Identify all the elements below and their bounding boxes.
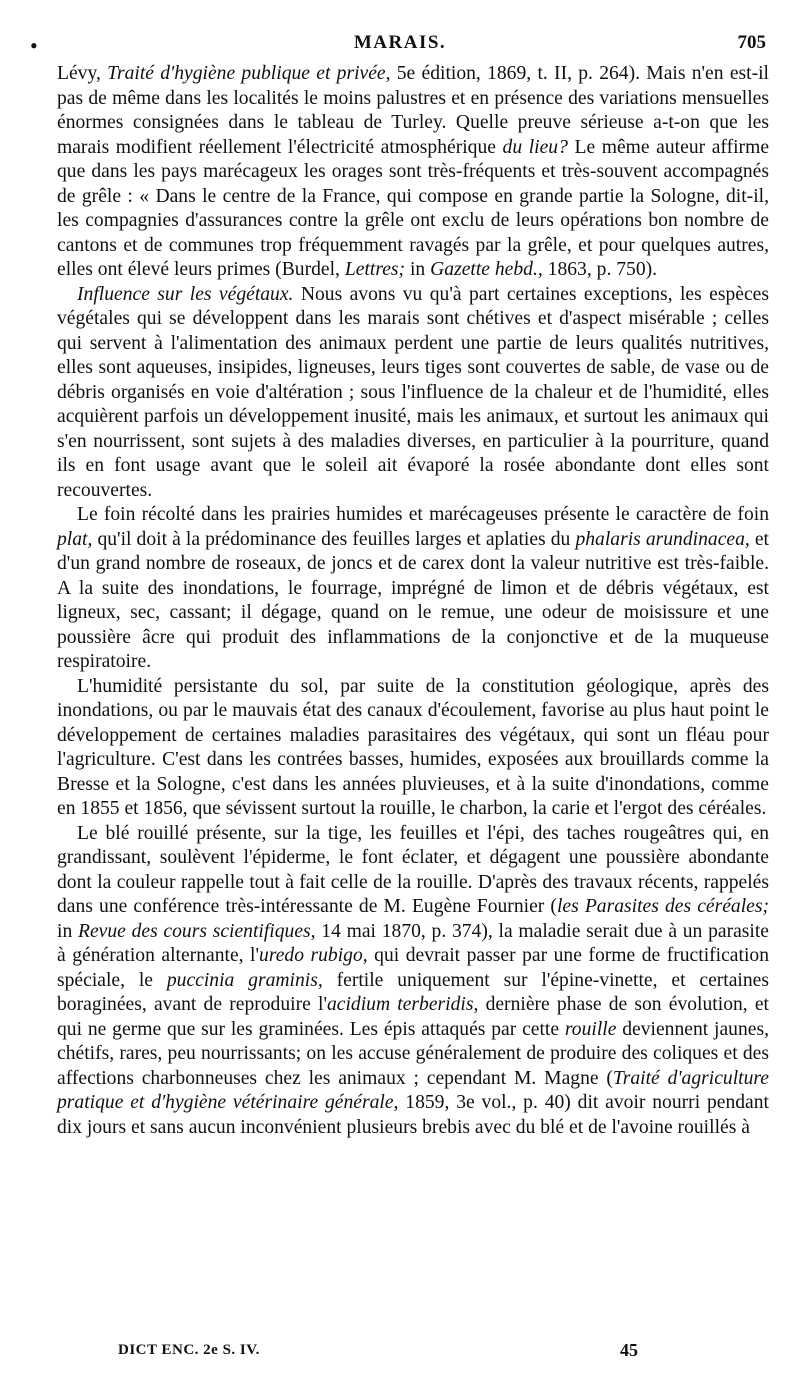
text-run: 14 mai 1870, p. 374), la maladie serait due à un parasite à génération alternante, l' [57, 920, 769, 966]
signature-number: 45 [620, 1340, 638, 1360]
italic-text: phalaris arundinacea, [575, 528, 750, 550]
text-run: qui devrait passer par une forme de fructification spéciale, le [57, 945, 769, 991]
italic-text: rouille [564, 1018, 617, 1040]
italic-text: Revue des cours scientifiques, [77, 920, 316, 942]
text-run: Nous avons vu qu'à part certaines exceptions, les espèces végétales qui se développent dans les marais sont chétives et d'aspect misérable ; celles qui servent à l'alimentation des animaux perdent une partie de leurs qualités nutritives, elles sont aqueuses, insipides, ligneuses, leurs tiges sont couvertes de sable, de vase ou de débris organisés en voie d'altération ; sous l'influence de la chaleur et de l'humidité, elles acquièrent parfois un développement inusité, mais les animaux, et surtout les animaux qui s'en nourrissent, sont sujets à des maladies diverses, en particulier à la pourriture, quand ils en font usage avant que le soleil ait évaporé la rosée abondante dont elles sont recouvertes. [57, 283, 769, 501]
italic-text: Gazette hebd., [430, 259, 543, 280]
page-number: 705 [737, 32, 766, 53]
text-run: in [57, 920, 78, 942]
printer-signature: DICT ENC. 2e S. IV. [118, 1342, 260, 1358]
italic-text: Influence sur les végétaux. [77, 283, 294, 305]
italic-text: Lettres; [344, 259, 406, 280]
paragraph [57, 503, 769, 675]
text-run: L'humidité persistante du sol, par suite de la constitution géologique, après des inondations, ou par le mauvais état des canaux d'écoulement, favorise au plus haut point le développement de certaines maladies parasitaires des végétaux, qui sont un fléau pour l'agriculture. C'est dans les contrées basses, humides, exposées aux brouillards comme la Bresse et la Sologne, c'est dans les années pluvieuses, et à la suite d'inondations, comme en 1855 et 1856, que sévissent surtout la rouille, le charbon, la carie et l'ergot des céréales. [57, 675, 769, 819]
text-run: Le blé rouillé présente, sur la tige, les feuilles et l'épi, des taches rougeâtres qui, en grandissant, soulèvent l'épiderme, le font éclater, et dégagent une poussière abondante dont la couleur rappelle tout à fait celle de la rouille. D'après des travaux récents, rappelés dans une conférence très-intéressante de M. Eugène Fournier ( [57, 822, 769, 917]
italic-text: uredo rubigo, [259, 945, 368, 966]
text-run: dernière phase de son évolution, et qui ne germe que sur les graminées. Les épis attaqués par cette [57, 994, 769, 1040]
text-run: 1863, p. 750). [542, 259, 658, 280]
text-run: et d'un grand nombre de roseaux, de joncs et de carex dont la valeur nutritive est très-faible. A la suite des inondations, le fourrage, imprégné de limon et de débris végétaux, est ligneux, sec, cassant; il dégage, quand on le remue, une odeur de moisissure et une poussière âcre qui produit des inflammations de la conjonctive et de la muqueuse respiratoire. [57, 528, 769, 672]
italic-text: Traité d'agriculture pratique et d'hygiène vétérinaire générale, [57, 1067, 769, 1113]
text-run: Lévy, [57, 63, 108, 84]
italic-text: du lieu? [502, 136, 568, 158]
italic-text: Traité d'hygiène publique et privée, [107, 63, 391, 84]
paragraph [57, 675, 769, 822]
italic-text: puccinia graminis, [166, 969, 323, 991]
text-run: 5e édition, 1869, t. II, p. 264). Mais n'en est-il pas de même dans les localités le moins palustres et en présence des variations mensuelles énormes consignées dans le tableau de Turley. Quelle preuve sérieuse a-t-on que les marais modifient réellement l'électricité atmosphérique [57, 63, 769, 158]
page-footer [0, 1340, 800, 1370]
body-text [57, 62, 769, 1140]
italic-text: acidium terberidis, [326, 994, 479, 1015]
text-run: in [405, 259, 431, 280]
italic-text: les Parasites des céréales; [556, 896, 769, 917]
text-run: deviennent jaunes, chétifs, rares, peu nourrissants; on les accuse généralement de produire des coliques et des affections charbonneuses chez les animaux ; cependant M. Magne ( [57, 1018, 769, 1089]
italic-text: plat, [57, 528, 93, 550]
running-title: MARAIS. [353, 32, 447, 53]
text-run: 1859, 3e vol., p. 40) dit avoir nourri pendant dix jours et sans aucun inconvénient plusieurs brebis avec du blé et de l'avoine rouillés à [57, 1092, 769, 1138]
header-dot: • [30, 33, 38, 58]
text-run: fertile uniquement sur l'épine-vinette, et certaines boraginées, avant de reproduire l' [57, 969, 769, 1015]
text-run: qu'il doit à la prédominance des feuilles larges et aplaties du [92, 528, 576, 550]
paragraph [57, 283, 769, 504]
page-header [0, 30, 800, 60]
text-run: Le foin récolté dans les prairies humides et marécageuses présente le caractère de foin [77, 504, 769, 525]
text-run: Le même auteur affirme que dans les pays marécageux les orages sont très-fréquents et très-souvent accompagnés de grêle : « Dans le centre de la France, qui compose en grande partie la Sologne, dit-il, les compagnies d'assurances contre la grêle ont exclu de leurs opérations bon nombre de cantons et de communes trop fréquemment ravagés par la grêle, et pour quelques autres, elles ont élevé leurs primes (Burdel, [57, 136, 770, 280]
paragraph [57, 822, 769, 1141]
paragraph [57, 62, 769, 283]
